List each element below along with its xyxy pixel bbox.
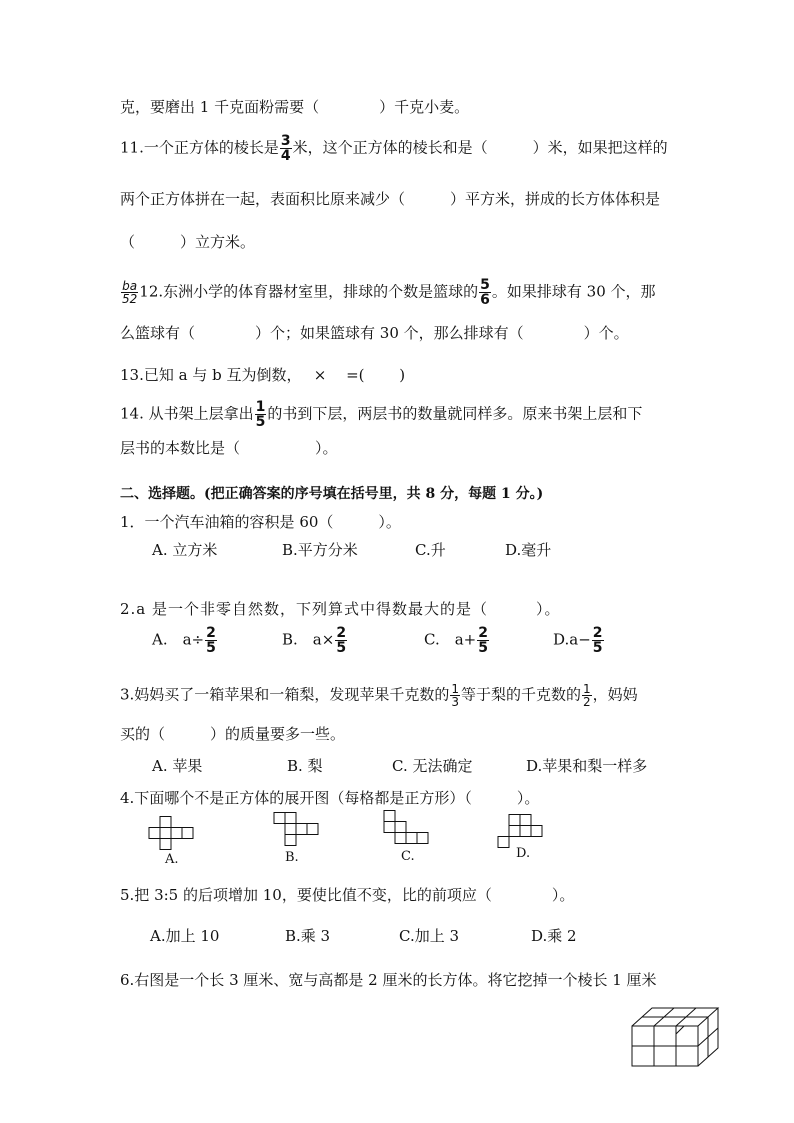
c3-option-b[interactable]: B. 梨 <box>287 757 323 775</box>
c2-question: 2.a 是一个非零自然数，下列算式中得数最大的是（ ）。 <box>120 600 561 618</box>
q12-line1 <box>120 278 656 307</box>
c5-option-c[interactable]: C.加上 3 <box>399 927 460 945</box>
q14-line2: 层书的本数比是（ ）。 <box>120 439 338 457</box>
c3-line2: 买的（ ）的质量要多一些。 <box>120 725 346 743</box>
q11-fraction: $\frac{3}{4}$ <box>280 133 291 164</box>
c3-fraction-1: $\frac{1}{3}$ <box>451 682 459 709</box>
net-c-figure[interactable] <box>383 810 433 846</box>
q12-fraction: $\frac{5}{6}$ <box>480 277 490 308</box>
net-d-label: D. <box>516 846 531 861</box>
c1-option-d[interactable]: D.毫升 <box>505 541 552 559</box>
c5-option-d[interactable]: D.乘 2 <box>531 927 577 945</box>
c2-option-d[interactable]: D.a− $\frac{2}{5}$ <box>553 625 603 656</box>
q12-line2: 么篮球有（ ）个；如果篮球有 30 个，那么排球有（ ）个。 <box>120 324 629 342</box>
q12-line1-b: 。如果排球有 30 个，那 <box>491 282 656 301</box>
q14-fraction: $\frac{1}{5}$ <box>255 399 266 430</box>
c2-option-b[interactable]: B. a× $\frac{2}{5}$ <box>282 625 347 656</box>
c3-option-c[interactable]: C. 无法确定 <box>392 757 473 775</box>
cuboid-figure <box>628 1002 738 1070</box>
c5-option-a[interactable]: A.加上 10 <box>150 927 220 945</box>
section-2-title: 二、选择题。(把正确答案的序号填在括号里，共 8 分，每题 1 分。) <box>120 486 544 502</box>
q12-line1-a: 12.东洲小学的体育器材室里，排球的个数是篮球的 <box>139 282 479 301</box>
c1-question: 1．一个汽车油箱的容积是 60（ ）。 <box>120 513 401 531</box>
net-d-figure[interactable] <box>497 814 547 850</box>
c3-fraction-2: $\frac{1}{2}$ <box>582 682 591 709</box>
c2-option-a[interactable]: A. a÷ $\frac{2}{5}$ <box>152 625 216 656</box>
q10-tail: 克，要磨出 1 千克面粉需要（ ）千克小麦。 <box>120 98 470 116</box>
c6-line1: 6.右图是一个长 3 厘米、宽与高都是 2 厘米的长方体。将它挖掉一个棱长 1 厘米 <box>120 971 657 989</box>
q13: 13.已知 a 与 b 互为倒数， × =( ) <box>120 366 406 384</box>
net-b-figure[interactable] <box>273 812 323 848</box>
q14-line1-b: 的书到下层，两层书的数量就同样多。原来书架上层和下 <box>267 404 643 423</box>
c2-option-c[interactable]: C. a+ $\frac{2}{5}$ <box>424 625 488 656</box>
c3-option-a[interactable]: A. 苹果 <box>152 757 203 775</box>
c1-option-c[interactable]: C.升 <box>415 541 446 559</box>
c3-line1: 3.妈妈买了一箱苹果和一箱梨，发现苹果千克数的 $\frac{1}{3}$ 等于梨的千克数的 $\frac{1}{2}$ ，妈妈 <box>120 682 638 709</box>
q14-line1 <box>120 400 642 429</box>
net-a-figure[interactable] <box>148 816 198 852</box>
c1-option-a[interactable]: A. 立方米 <box>152 541 218 559</box>
net-b-label: B. <box>285 850 299 865</box>
q11-line3: （ ）立方米。 <box>120 233 256 251</box>
q11-line1 <box>120 134 668 163</box>
c5-question: 5.把 3:5 的后项增加 10，要使比值不变，比的前项应（ ）。 <box>120 886 575 904</box>
net-c-label: C. <box>401 849 415 864</box>
net-a-label: A. <box>165 852 179 867</box>
q14-line1-a: 14. 从书架上层拿出 <box>120 404 254 423</box>
q12-marker: $\frac{ba}{52}$ <box>122 279 138 306</box>
c3-option-d[interactable]: D.苹果和梨一样多 <box>526 757 648 775</box>
q11-line1-a: 11.一个正方体的棱长是 <box>120 138 279 157</box>
q11-line1-b: 米，这个正方体的棱长和是（ ）米，如果把这样的 <box>292 138 668 157</box>
c1-option-b[interactable]: B.平方分米 <box>282 541 358 559</box>
q11-line2: 两个正方体拼在一起，表面积比原来减少（ ）平方米，拼成的长方体体积是 <box>120 190 661 208</box>
c4-question: 4.下面哪个不是正方体的展开图（每格都是正方形）（ ）。 <box>120 789 540 807</box>
c5-option-b[interactable]: B.乘 3 <box>285 927 331 945</box>
